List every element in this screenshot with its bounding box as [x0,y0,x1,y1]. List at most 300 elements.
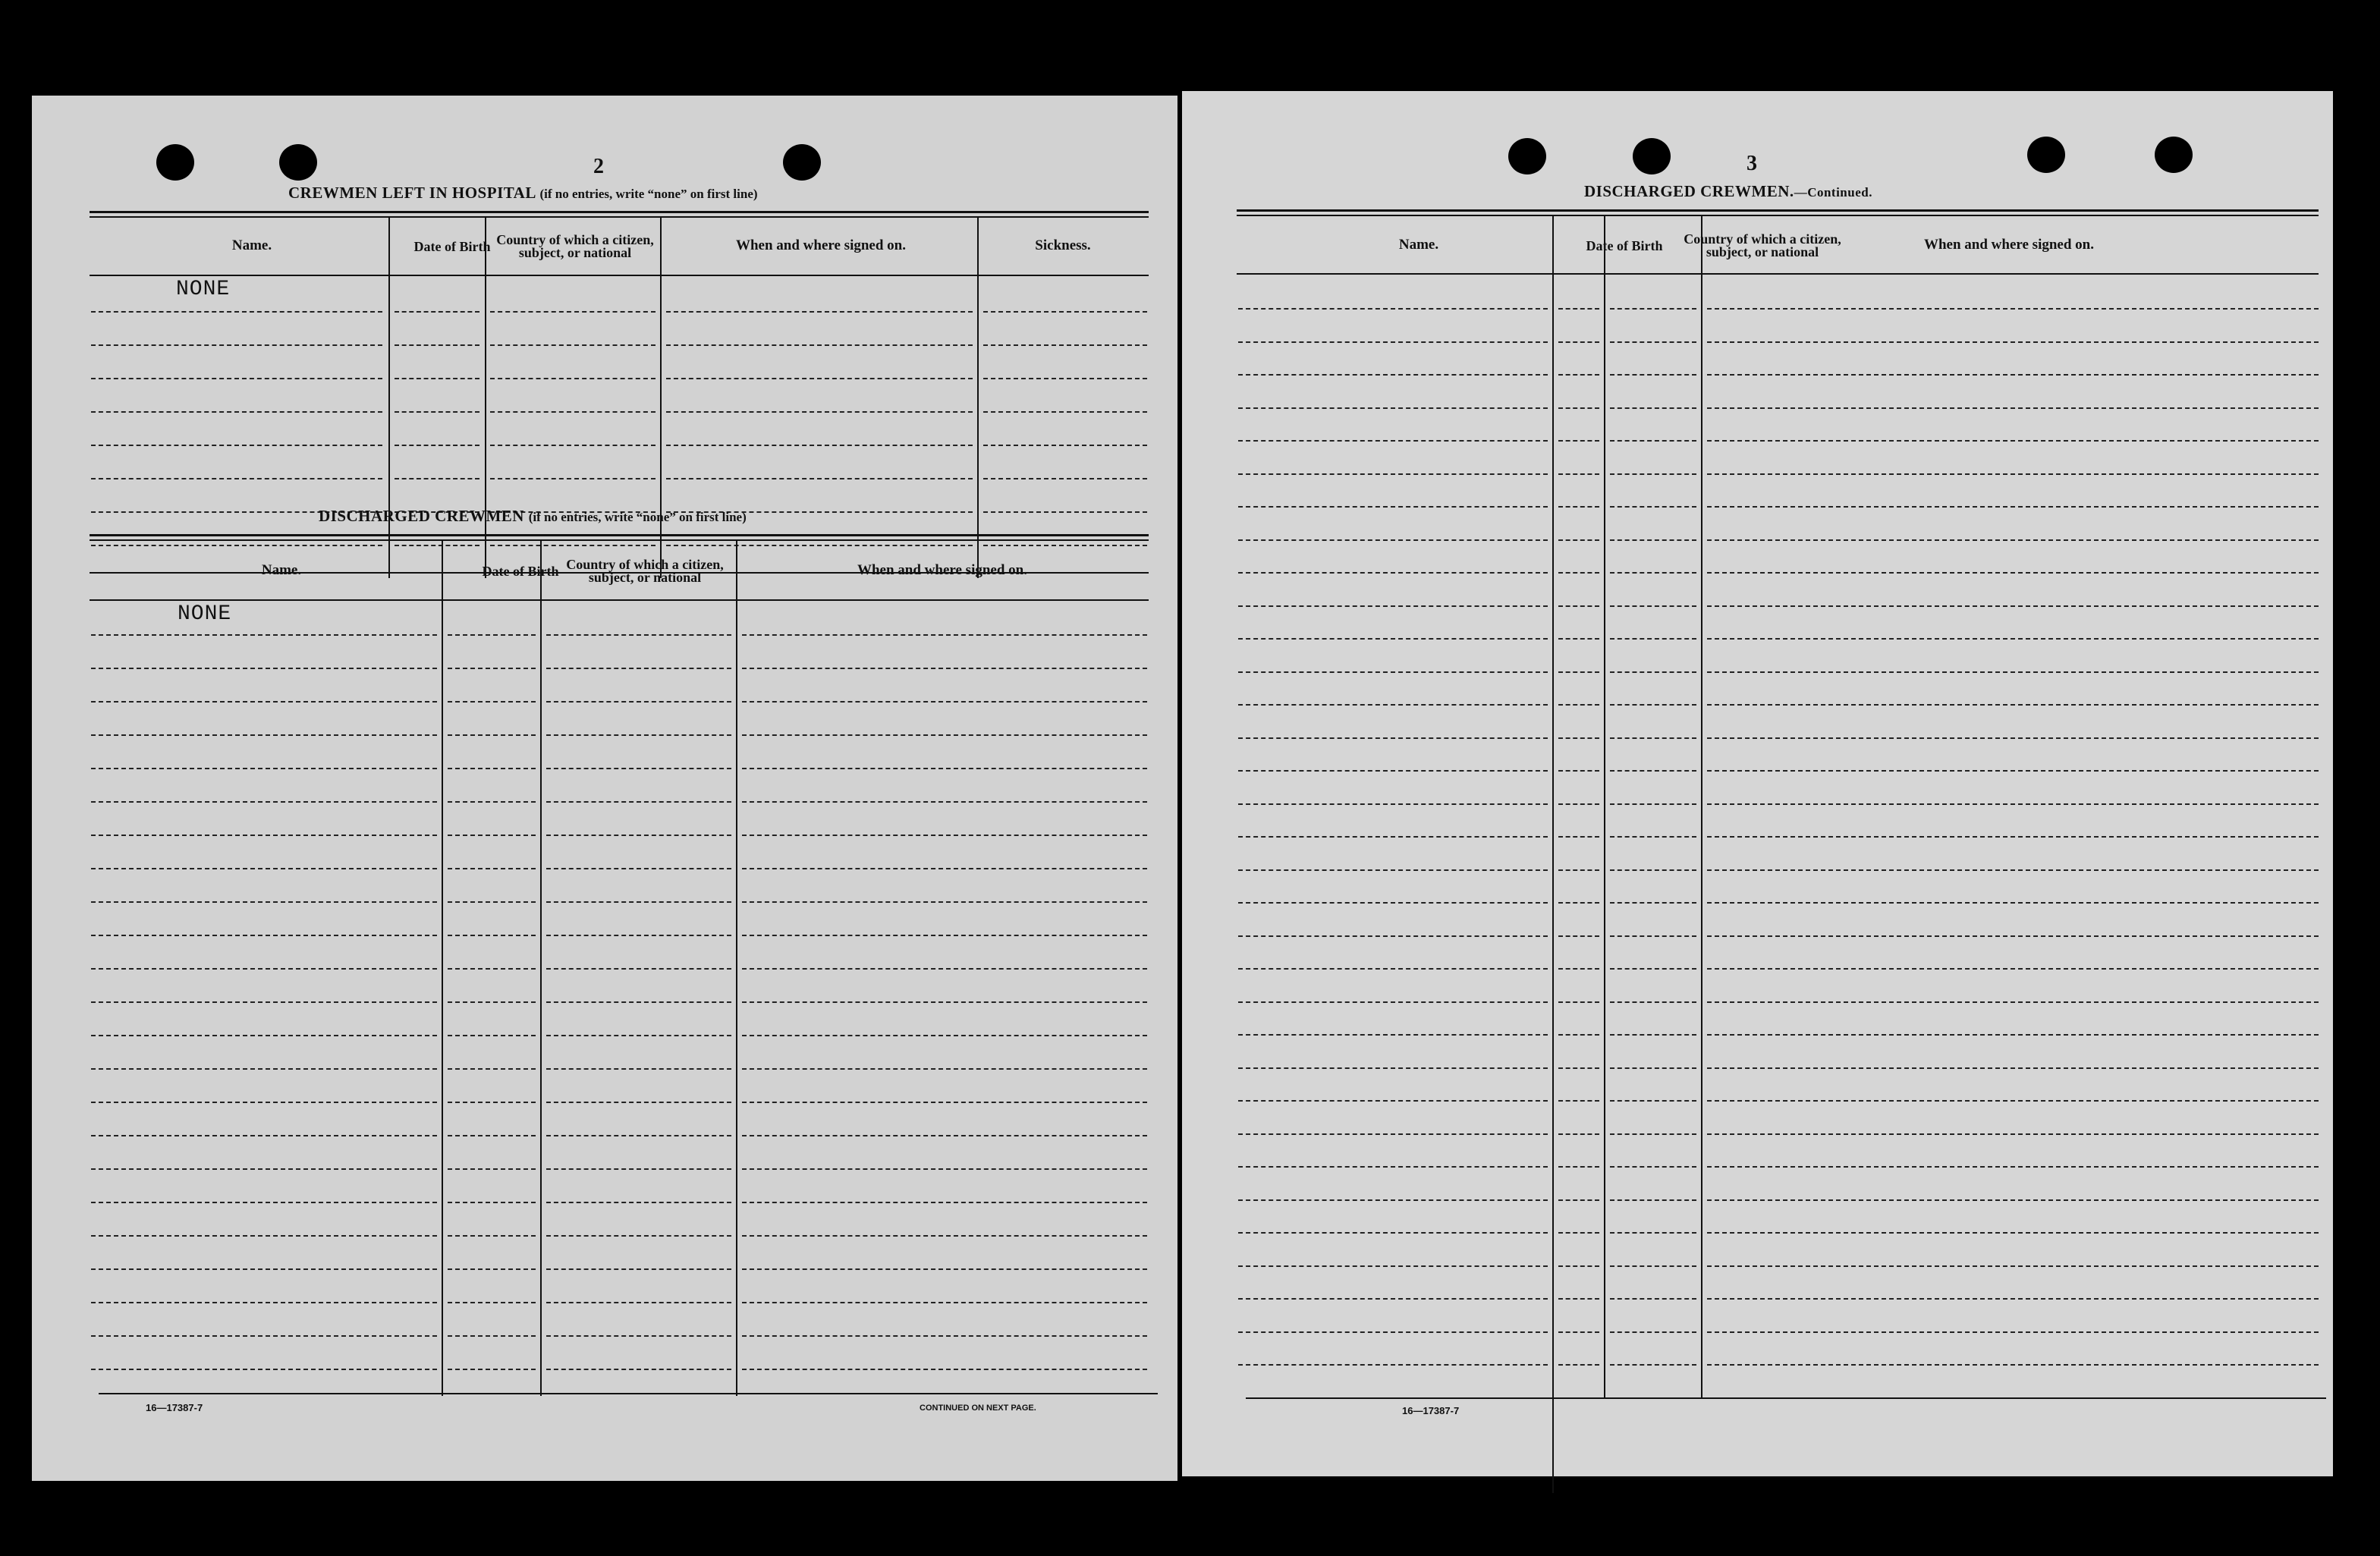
entry-line [1610,473,1696,475]
entry-line [1707,803,2319,805]
entry-line [1558,638,1599,640]
section-title [1584,182,1872,201]
header-underline [1237,273,2319,275]
entry-line [1707,473,2319,475]
entry-line [1610,407,1696,409]
entry-line [490,478,656,479]
entry-line [91,734,437,736]
entry-line [395,411,479,413]
table-bottom-rule [99,1393,1158,1394]
entry-line [742,968,1147,970]
entry-line [546,1168,731,1170]
entry-line [1238,1331,1548,1333]
entry-line [546,935,731,936]
entry-line [1558,902,1599,904]
entry-line [91,1302,437,1303]
entry-line [395,378,479,379]
table-rule [90,539,1149,541]
entry-line [742,701,1147,703]
entry-line [91,478,382,479]
entry-line [983,445,1147,446]
entry-line [983,478,1147,479]
entry-line [448,634,536,636]
entry-line [742,1335,1147,1337]
entry-line [490,311,656,313]
entry-line [1558,935,1599,937]
entry-line [1558,605,1599,607]
section-title-text: DISCHARGED CREWMEN. [1584,182,1794,200]
entry-line [546,801,731,803]
entry-line [546,968,731,970]
entry-line [742,868,1147,869]
hospital-instruction: (if no entries, write “none” on first line) [539,187,758,201]
entry-line [742,1102,1147,1103]
entry-line [1238,539,1548,541]
entry-line [91,935,437,936]
entry-line [1707,1034,2319,1036]
entry-line [448,1135,536,1136]
entry-line [1558,308,1599,310]
entry-line [1610,1100,1696,1102]
entry-line [395,311,479,313]
discharged-instruction: (if no entries, write “none” on first line) [528,510,747,524]
col-name-header: Name. [231,237,272,253]
entry-line [1238,869,1548,871]
entry-line [1238,671,1548,673]
entry-line [1707,605,2319,607]
entry-line [742,801,1147,803]
discharged-section-title [319,507,747,526]
entry-line [983,511,1147,513]
entry-line [490,411,656,413]
entry-line [742,1068,1147,1070]
entry-line [1558,1199,1599,1201]
entry-line [1558,836,1599,838]
entry-line [91,1068,437,1070]
entry-line [742,1268,1147,1270]
entry-line [1238,1265,1548,1267]
entry-line [546,1335,731,1337]
entry-line [1558,374,1599,376]
entry-line [546,1068,731,1070]
entry-line [742,1001,1147,1003]
punch-hole [1633,138,1671,174]
entry-line [1707,968,2319,970]
entry-line [91,1035,437,1036]
entry-line [448,1235,536,1237]
entry-line [546,701,731,703]
entry-line [1558,1001,1599,1003]
entry-line [983,378,1147,379]
entry-line [546,1268,731,1270]
entry-line [91,968,437,970]
entry-line [1707,704,2319,706]
entry-line [1558,869,1599,871]
entry-line [1238,1034,1548,1036]
entry-line [1707,935,2319,937]
entry-line [1610,704,1696,706]
entry-line [1238,1166,1548,1168]
entry-line [1707,572,2319,574]
entry-line [448,901,536,903]
entry-line [1610,671,1696,673]
left-page [32,96,1177,1481]
entry-line [1610,1364,1696,1366]
entry-line [1238,407,1548,409]
entry-line [983,311,1147,313]
entry-line [546,1235,731,1237]
entry-line [666,311,973,313]
entry-line [742,1235,1147,1237]
entry-line [1558,473,1599,475]
col-dob-header: Date of Birth [413,238,491,254]
entry-line [1558,1133,1599,1135]
entry-line [742,901,1147,903]
entry-line [1610,770,1696,772]
entry-line [1610,1166,1696,1168]
entry-line [546,1135,731,1136]
entry-line [91,311,382,313]
entry-line [1558,1298,1599,1300]
entry-line [448,1369,536,1370]
entry-line [1558,572,1599,574]
entry-line [742,1035,1147,1036]
punch-hole [279,144,317,181]
form-number: 16—17387-7 [1402,1405,1460,1416]
column-divider [1604,215,1605,1399]
entry-line [1610,638,1696,640]
entry-line [1707,1067,2319,1069]
entry-line [1238,506,1548,508]
col-name-header: Name. [1398,236,1439,253]
entry-line [1707,1199,2319,1201]
entry-line [1558,704,1599,706]
entry-line [1558,407,1599,409]
entry-line [91,1102,437,1103]
entry-line [1558,1034,1599,1036]
entry-line [91,668,437,669]
entry-line [1707,539,2319,541]
column-divider [736,540,737,1396]
entry-line [448,1102,536,1103]
entry-line [448,668,536,669]
page-number: 3 [1746,152,1757,175]
entry-line [742,1168,1147,1170]
entry-line [1558,1166,1599,1168]
right-page [1182,91,2333,1476]
entry-line [666,378,973,379]
entry-line [1558,1331,1599,1333]
entry-line [1610,1298,1696,1300]
entry-line [1707,1100,2319,1102]
entry-line [742,1302,1147,1303]
entry-line [1558,506,1599,508]
entry-line [1558,737,1599,739]
entry-line [1707,506,2319,508]
entry-line [448,1335,536,1337]
entry-line [1238,1133,1548,1135]
entry-line [1558,341,1599,343]
entry-line [448,935,536,936]
entry-line [1238,968,1548,970]
entry-line [395,344,479,346]
entry-line [1707,308,2319,310]
col-signed-on-header: When and where signed on. [857,561,1027,578]
entry-line [1610,1067,1696,1069]
entry-line [1558,968,1599,970]
entry-line [91,378,382,379]
entry-line [1707,869,2319,871]
col-sickness-header: Sickness. [1035,237,1091,253]
entry-line [1707,737,2319,739]
entry-line [91,768,437,769]
continued-note: CONTINUED ON NEXT PAGE. [920,1404,1036,1413]
entry-line [448,1202,536,1203]
entry-line [742,1135,1147,1136]
entry-line [742,668,1147,669]
entry-line [1707,341,2319,343]
entry-line [546,901,731,903]
entry-line [91,901,437,903]
table-rule [90,216,1149,218]
entry-line [1707,770,2319,772]
entry-line [448,1268,536,1270]
entry-line [546,768,731,769]
entry-line [1610,737,1696,739]
entry-line [1238,836,1548,838]
entry-line [1238,440,1548,442]
column-divider [1552,215,1554,1493]
entry-line [546,634,731,636]
entry-line [1558,1232,1599,1234]
entry-line [91,1369,437,1370]
entry-line [91,1135,437,1136]
hospital-section-title [288,184,758,203]
entry-line [666,445,973,446]
entry-line [1707,1166,2319,1168]
entry-line [1610,341,1696,343]
entry-line [490,344,656,346]
entry-line [91,801,437,803]
entry-line [1610,506,1696,508]
entry-line [91,411,382,413]
entry-line [1238,341,1548,343]
entry-line [742,1369,1147,1370]
entry-line [1610,572,1696,574]
entry-line [91,1202,437,1203]
entry-line [546,868,731,869]
entry-line [1558,539,1599,541]
entry-line [1610,440,1696,442]
entry-line [448,1168,536,1170]
entry-line [490,378,656,379]
page-number: 2 [593,155,604,178]
entry-line [546,1369,731,1370]
entry-line [1558,770,1599,772]
entry-line [448,701,536,703]
col-dob-header: Date of Birth [1586,237,1663,253]
entry-line [1238,638,1548,640]
entry-line [666,478,973,479]
table-bottom-rule [1246,1397,2326,1399]
punch-hole [783,144,821,181]
entry-line [448,835,536,836]
entry-line [1610,539,1696,541]
entry-line [546,668,731,669]
entry-line [1238,572,1548,574]
entry-line [1707,638,2319,640]
discharged-title-text: DISCHARGED CREWMEN [319,507,524,525]
entry-line [448,1302,536,1303]
entry-line [91,1235,437,1237]
entry-line [91,868,437,869]
col-signed-on-header: When and where signed on. [1923,236,2094,253]
entry-line [91,1335,437,1337]
entry-line [742,835,1147,836]
entry-line [1707,1133,2319,1135]
entry-line [1238,770,1548,772]
entry-line [448,1068,536,1070]
col-country-header: Country of which a citizen, subject, or national [566,557,724,585]
entry-line [546,1202,731,1203]
entry-line [742,734,1147,736]
entry-line [546,1302,731,1303]
punch-hole [156,144,194,181]
entry-line [1707,1364,2319,1366]
punch-hole [1508,138,1546,174]
entry-line [1610,374,1696,376]
handwritten-entry: NONE [176,278,231,301]
entry-line [91,835,437,836]
entry-line [1707,1331,2319,1333]
entry-line [742,935,1147,936]
entry-line [448,968,536,970]
entry-line [1610,935,1696,937]
entry-line [1238,1298,1548,1300]
entry-line [1238,374,1548,376]
entry-line [1238,902,1548,904]
entry-line [742,634,1147,636]
entry-line [1610,1034,1696,1036]
entry-line [448,1035,536,1036]
entry-line [1238,1067,1548,1069]
entry-line [395,445,479,446]
entry-line [1238,1364,1548,1366]
punch-hole [2027,137,2065,173]
entry-line [91,1168,437,1170]
entry-line [1238,473,1548,475]
entry-line [983,411,1147,413]
entry-line [91,344,382,346]
header-underline [90,599,1149,601]
entry-line [91,634,437,636]
col-signed-on-header: When and where signed on. [735,237,906,253]
entry-line [1238,737,1548,739]
entry-line [1238,1001,1548,1003]
entry-line [448,868,536,869]
table-rule [90,211,1149,213]
entry-line [666,411,973,413]
entry-line [1707,374,2319,376]
entry-line [983,344,1147,346]
entry-line [395,478,479,479]
entry-line [448,1001,536,1003]
column-divider [442,540,443,1396]
entry-line [1558,1100,1599,1102]
column-divider [977,217,979,578]
entry-line [91,445,382,446]
entry-line [1707,1232,2319,1234]
entry-line [1610,1232,1696,1234]
entry-line [448,768,536,769]
entry-line [1610,902,1696,904]
entry-line [1610,968,1696,970]
col-dob-header: Date of Birth [482,563,559,579]
entry-line [91,1001,437,1003]
column-divider [540,540,542,1396]
entry-line [1238,1100,1548,1102]
entry-line [1558,440,1599,442]
hospital-title-text: CREWMEN LEFT IN HOSPITAL [288,184,536,202]
entry-line [546,734,731,736]
entry-line [1610,869,1696,871]
entry-line [1238,308,1548,310]
entry-line [1558,803,1599,805]
entry-line [448,801,536,803]
entry-line [742,768,1147,769]
entry-line [1238,704,1548,706]
table-rule [1237,209,2319,212]
entry-line [1610,803,1696,805]
entry-line [1238,935,1548,937]
table-rule [90,534,1149,536]
entry-line [1610,1001,1696,1003]
entry-line [1610,1265,1696,1267]
header-underline [90,275,1149,276]
entry-line [546,1102,731,1103]
column-divider [1701,215,1702,1399]
continued-suffix: —Continued. [1794,185,1872,200]
entry-line [1558,1067,1599,1069]
entry-line [1707,1001,2319,1003]
handwritten-entry: NONE [178,602,232,626]
entry-line [1707,440,2319,442]
entry-line [1707,902,2319,904]
entry-line [1610,836,1696,838]
entry-line [1238,605,1548,607]
entry-line [448,734,536,736]
entry-line [546,1035,731,1036]
punch-hole [2155,137,2193,173]
col-country-header: Country of which a citizen, subject, or national [496,232,654,260]
entry-line [666,344,973,346]
entry-line [1610,1133,1696,1135]
entry-line [1610,1331,1696,1333]
entry-line [1707,1265,2319,1267]
entry-line [1610,308,1696,310]
entry-line [1238,1232,1548,1234]
entry-line [1707,407,2319,409]
entry-line [1707,836,2319,838]
entry-line [1238,803,1548,805]
entry-line [91,701,437,703]
col-name-header: Name. [261,561,302,578]
form-number: 16—17387-7 [146,1402,203,1413]
entry-line [1610,1199,1696,1201]
entry-line [1238,1199,1548,1201]
entry-line [490,445,656,446]
entry-line [91,1268,437,1270]
